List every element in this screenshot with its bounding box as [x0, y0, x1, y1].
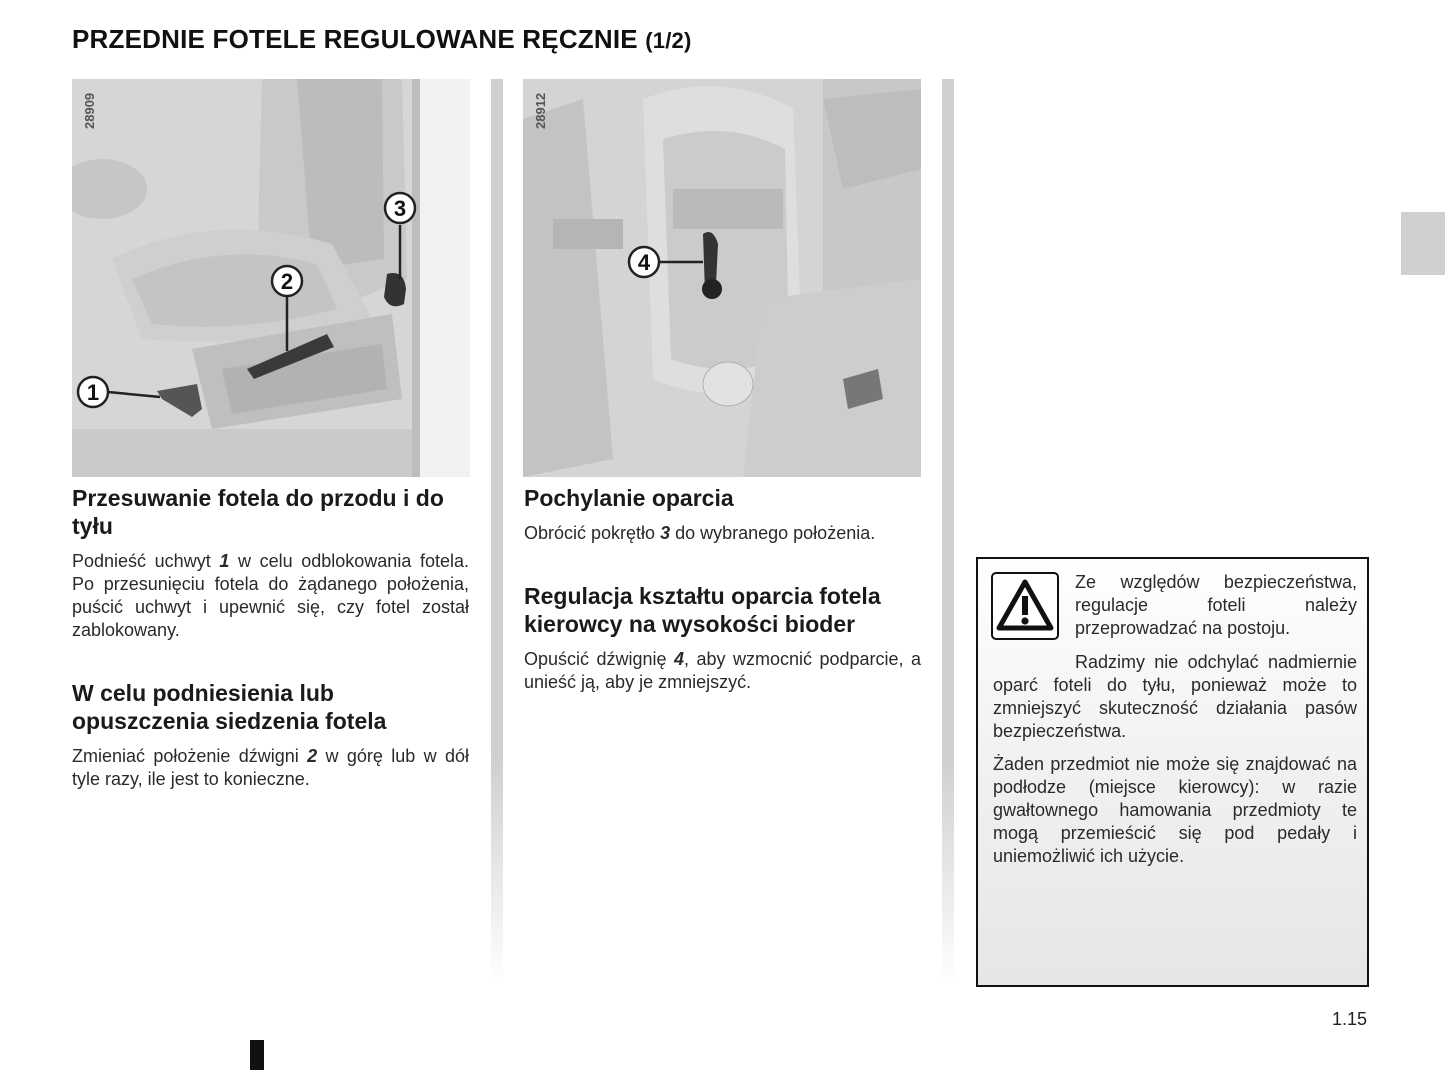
section-text-slide — [72, 550, 469, 642]
svg-text:3: 3 — [393, 196, 407, 221]
section-text-height — [72, 745, 469, 791]
callout-3 — [385, 193, 415, 223]
warning-paragraph-1: Ze względów bezpieczeństwa, regulacje foteli należy przeprowadzać na postoju. — [1075, 572, 1357, 638]
svg-text:1: 1 — [86, 380, 100, 405]
page-number: 1.15 — [1332, 1009, 1368, 1029]
recline-ref: 3 — [660, 523, 671, 543]
seat-controls-photo — [72, 79, 470, 477]
slide-ref: 1 — [219, 551, 230, 571]
height-ref: 2 — [307, 746, 318, 766]
page-title — [72, 24, 692, 55]
backrest-lever-photo — [523, 79, 921, 477]
callout-4 — [629, 247, 659, 277]
section-title-slide: Przesuwanie fotela do przodu i do tyłu — [72, 485, 444, 539]
slide-text-part-2: w celu odblokowania fotela. Po przesunięciu fotela do żądanego położenia, puścić uchwyt i upewnić się, czy fotel został zablokowany. — [72, 551, 469, 640]
section-title-lumbar: Regulacja kształtu oparcia fotela kierowcy na wysokości bioder — [524, 583, 881, 637]
section-text-recline — [524, 522, 921, 545]
chapter-tab — [1401, 212, 1445, 275]
column-divider-left — [491, 79, 503, 984]
recline-text-part-2: do wybranego położenia. — [670, 523, 876, 543]
image-code-2: 28912 — [533, 92, 548, 129]
section-title-height: W celu podniesienia lub opuszczenia siedzenia fotela — [72, 680, 387, 734]
warning-paragraph-2: Radzimy nie odchylać nadmiernie oparć foteli do tyłu, ponieważ może to zmniejszyć skuteczność działania pasów bezpieczeństwa. — [993, 652, 1357, 741]
warning-box — [976, 557, 1369, 987]
warning-triangle-icon — [993, 574, 1057, 638]
image-code-1: 28909 — [82, 92, 97, 129]
page-title-suffix: (1/2) — [645, 28, 692, 53]
lumbar-ref: 4 — [674, 649, 685, 669]
column-divider-right — [942, 79, 954, 984]
height-text-part-2: w górę lub w dół tyle razy, ile jest to konieczne. — [72, 746, 469, 789]
slide-text-part-1: Podnieść uchwyt — [72, 551, 220, 571]
height-text-part-1: Zmieniać położenie dźwigni — [72, 746, 308, 766]
print-mark — [250, 1040, 264, 1070]
callout-2 — [272, 266, 302, 296]
lumbar-text-part-2: , aby wzmocnić podparcie, a unieść ją, aby je zmniejszyć. — [524, 649, 921, 692]
section-title-recline: Pochylanie oparcia — [524, 485, 734, 511]
callout-1 — [78, 377, 108, 407]
page-title-text: PRZEDNIE FOTELE REGULOWANE RĘCZNIE — [72, 24, 638, 54]
warning-paragraph-3: Żaden przedmiot nie może się znajdować na podłodze (miejsce kierowcy): w razie gwałtownego hamowania przedmioty te mogą przemieścić się pod pedały i uniemożliwić ich użycie. — [993, 754, 1357, 866]
warning-icon-frame — [991, 572, 1059, 640]
recline-text-part-1: Obrócić pokrętło — [524, 523, 661, 543]
lumbar-text-part-1: Opuścić dźwignię — [524, 649, 674, 669]
section-text-lumbar — [524, 648, 921, 694]
svg-text:2: 2 — [280, 269, 294, 294]
svg-text:4: 4 — [637, 250, 651, 275]
